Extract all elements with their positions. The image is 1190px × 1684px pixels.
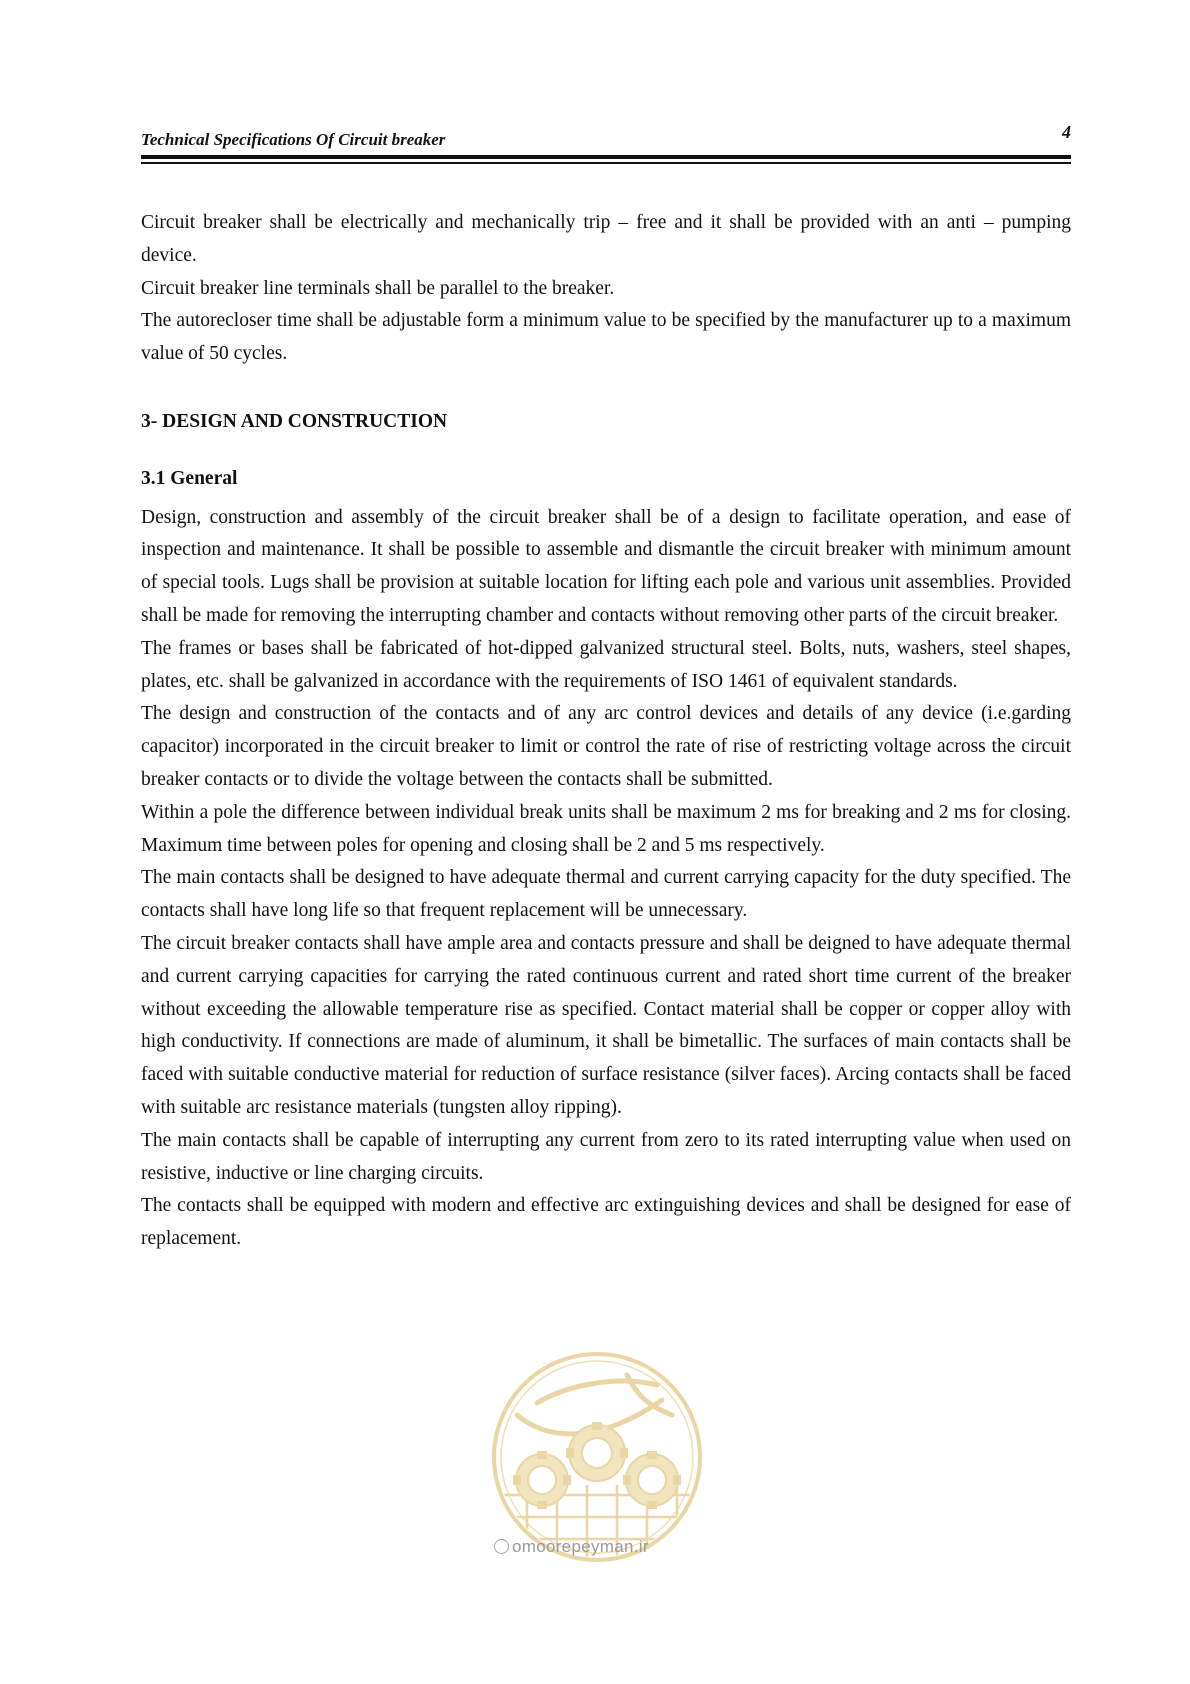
header-rule-thick	[141, 155, 1071, 159]
paragraph-autorecloser: The autorecloser time shall be adjustable form a minimum value to be specified by the manufacturer up to a maximum value of 50 cycles.	[141, 310, 1071, 365]
watermark-url	[494, 1537, 649, 1557]
body-text	[141, 207, 1071, 1256]
paragraph-break-units: Within a pole the difference between individual break units shall be maximum 2 ms for breaking and 2 ms for closing. Maximum time between poles for opening and closing shall be 2 and 5 ms respectively.	[141, 801, 1071, 856]
paragraph-interrupting: The main contacts shall be capable of interrupting any current from zero to its rated interrupting value when used on resistive, inductive or line charging circuits.	[141, 1129, 1071, 1184]
paragraph-arc-extinguishing: The contacts shall be equipped with modern and effective arc extinguishing devices and shall be designed for ease of replacement.	[141, 1195, 1071, 1250]
paragraph-frames-bases: The frames or bases shall be fabricated of hot-dipped galvanized structural steel. Bolts, nuts, washers, steel shapes, plates, etc. shall be galvanized in accordance with the requirements of ISO 1461 of equivalent standards.	[141, 637, 1071, 692]
subsection-heading: 3.1 General	[141, 467, 238, 489]
page-number: 4	[1062, 122, 1071, 142]
header-title: Technical Specifications Of Circuit breaker	[141, 130, 446, 149]
section-heading: 3- DESIGN AND CONSTRUCTION	[141, 410, 448, 432]
paragraph-contact-material: The circuit breaker contacts shall have ample area and contacts pressure and shall be deigned to have adequate thermal and current carrying capacities for carrying the rated continuous current and rated short time current of the breaker without exceeding the allowable temperature rise as specified. Contact material shall be copper or copper alloy with high conductivity. If connections are made of aluminum, it shall be bimetallic. The surfaces of main contacts shall be faced with suitable conductive material for reduction of surface resistance (silver faces). Arcing contacts shall be faced with suitable arc resistance materials (tungsten alloy ripping).	[141, 932, 1071, 1118]
page-header	[141, 118, 1071, 166]
header-rule-thin	[141, 162, 1071, 164]
paragraph-trip-free: Circuit breaker shall be electrically and mechanically trip – free and it shall be provided with an anti – pumping device.	[141, 212, 1071, 266]
paragraph-design-construction: Design, construction and assembly of the circuit breaker shall be of a design to facilitate operation, and ease of inspection and maintenance. It shall be possible to assemble and dismantle the circuit breaker with minimum amount of special tools. Lugs shall be provision at suitable location for lifting each pole and various unit assemblies. Provided shall be made for removing the interrupting chamber and contacts without removing other parts of the circuit breaker.	[141, 506, 1071, 626]
paragraph-arc-control: The design and construction of the contacts and of any arc control devices and details of any device (i.e.garding capacitor) incorporated in the circuit breaker to limit or control the rate of rise of restricting voltage across the circuit breaker contacts or to divide the voltage between the contacts shall be submitted.	[141, 703, 1071, 790]
paragraph-line-terminals: Circuit breaker line terminals shall be parallel to the breaker.	[141, 277, 615, 299]
watermark-url-text: omoorepeyman.ir	[512, 1537, 649, 1556]
globe-icon	[494, 1539, 509, 1554]
paragraph-main-contacts-duty: The main contacts shall be designed to have adequate thermal and current carrying capacity for the duty specified. The contacts shall have long life so that frequent replacement will be unnecessary.	[141, 867, 1071, 922]
